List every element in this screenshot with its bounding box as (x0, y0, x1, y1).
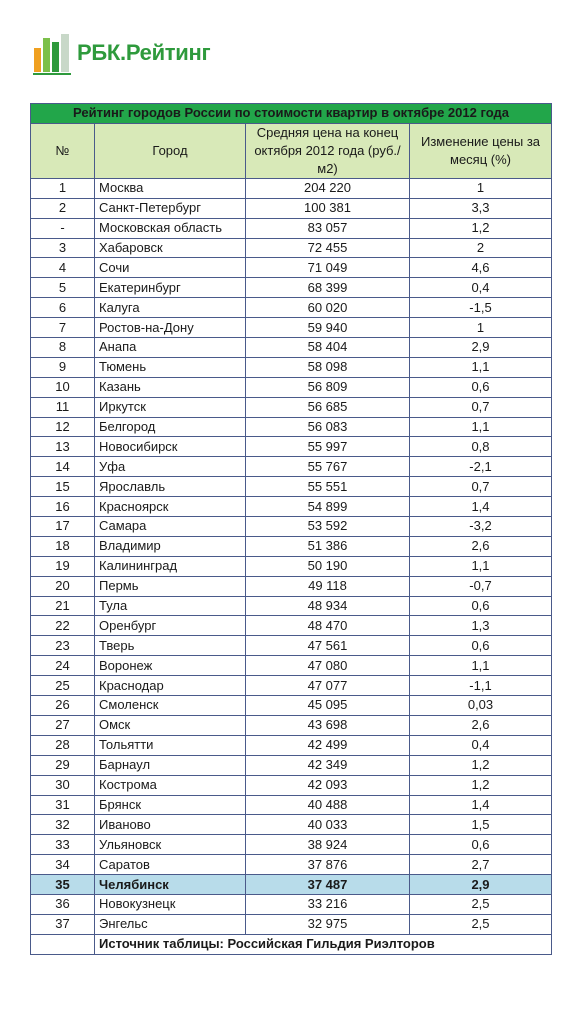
row-num: 32 (31, 815, 95, 835)
row-num: 31 (31, 795, 95, 815)
row-price: 38 924 (246, 835, 410, 855)
row-change: -0,7 (410, 576, 552, 596)
table-row (31, 775, 552, 795)
row-price: 42 093 (246, 775, 410, 795)
row-num: 19 (31, 556, 95, 576)
row-price: 55 551 (246, 477, 410, 497)
table-row (31, 596, 552, 616)
row-change: 1,4 (410, 497, 552, 517)
row-change: 1 (410, 178, 552, 198)
row-change: 0,7 (410, 397, 552, 417)
row-price: 42 349 (246, 755, 410, 775)
row-num: 14 (31, 457, 95, 477)
row-city: Омск (95, 715, 246, 735)
row-price: 50 190 (246, 556, 410, 576)
row-city: Оренбург (95, 616, 246, 636)
row-change: 1,3 (410, 616, 552, 636)
row-num: 5 (31, 278, 95, 298)
table-row (31, 676, 552, 696)
row-price: 47 077 (246, 676, 410, 696)
row-city: Московская область (95, 218, 246, 238)
row-city: Казань (95, 377, 246, 397)
row-city: Калуга (95, 298, 246, 318)
table-row (31, 696, 552, 716)
row-price: 37 876 (246, 855, 410, 875)
row-city: Уфа (95, 457, 246, 477)
row-num: 10 (31, 377, 95, 397)
table-row (31, 417, 552, 437)
row-num: 7 (31, 318, 95, 338)
row-num: 11 (31, 397, 95, 417)
row-city: Новокузнецк (95, 894, 246, 914)
row-city: Тольятти (95, 735, 246, 755)
row-num: 34 (31, 855, 95, 875)
row-price: 56 809 (246, 377, 410, 397)
table-row (31, 616, 552, 636)
row-price: 56 083 (246, 417, 410, 437)
row-num: 35 (31, 875, 95, 895)
row-num: 24 (31, 656, 95, 676)
table-row (31, 517, 552, 537)
row-num: 29 (31, 755, 95, 775)
row-num: 1 (31, 178, 95, 198)
row-num: 3 (31, 238, 95, 258)
row-change: 1,2 (410, 755, 552, 775)
logo-text: РБК.Рейтинг (77, 40, 211, 65)
row-change: 0,03 (410, 696, 552, 716)
row-num: 18 (31, 536, 95, 556)
rating-table (30, 103, 552, 955)
table-row (31, 437, 552, 457)
table-row (31, 735, 552, 755)
row-city: Иркутск (95, 397, 246, 417)
table-row (31, 914, 552, 934)
row-num: 9 (31, 357, 95, 377)
row-change: 1,4 (410, 795, 552, 815)
row-city: Хабаровск (95, 238, 246, 258)
row-change: 0,4 (410, 735, 552, 755)
row-num: 30 (31, 775, 95, 795)
row-change: 0,6 (410, 636, 552, 656)
row-change: 1,2 (410, 218, 552, 238)
row-city: Пермь (95, 576, 246, 596)
table-row (31, 457, 552, 477)
row-change: 0,6 (410, 596, 552, 616)
row-change: 3,3 (410, 198, 552, 218)
row-num: 20 (31, 576, 95, 596)
table-row (31, 715, 552, 735)
row-num: 23 (31, 636, 95, 656)
row-num: 12 (31, 417, 95, 437)
row-city: Кострома (95, 775, 246, 795)
table-row (31, 357, 552, 377)
row-city: Екатеринбург (95, 278, 246, 298)
row-city: Энгельс (95, 914, 246, 934)
row-price: 48 934 (246, 596, 410, 616)
table-row (31, 795, 552, 815)
table-title: Рейтинг городов России по стоимости квартир в октябре 2012 года (31, 104, 552, 124)
row-change: 0,6 (410, 377, 552, 397)
table-row (31, 258, 552, 278)
row-num: 16 (31, 497, 95, 517)
source-spacer (31, 934, 95, 954)
row-city: Тверь (95, 636, 246, 656)
row-num: - (31, 218, 95, 238)
row-price: 54 899 (246, 497, 410, 517)
table-row (31, 576, 552, 596)
table-row (31, 278, 552, 298)
row-change: 2,6 (410, 536, 552, 556)
row-price: 40 488 (246, 795, 410, 815)
row-city: Москва (95, 178, 246, 198)
table-row (31, 855, 552, 875)
row-city: Барнаул (95, 755, 246, 775)
row-num: 4 (31, 258, 95, 278)
row-change: 4,6 (410, 258, 552, 278)
row-change: 1,1 (410, 556, 552, 576)
row-price: 100 381 (246, 198, 410, 218)
row-num: 27 (31, 715, 95, 735)
row-num: 26 (31, 696, 95, 716)
row-price: 55 767 (246, 457, 410, 477)
row-price: 204 220 (246, 178, 410, 198)
table-body (31, 178, 552, 934)
row-city: Саратов (95, 855, 246, 875)
table-row (31, 477, 552, 497)
table-row (31, 218, 552, 238)
row-change: 1,5 (410, 815, 552, 835)
row-change: 1 (410, 318, 552, 338)
row-city: Анапа (95, 338, 246, 358)
row-price: 55 997 (246, 437, 410, 457)
row-price: 43 698 (246, 715, 410, 735)
row-price: 56 685 (246, 397, 410, 417)
row-city: Красноярск (95, 497, 246, 517)
row-price: 60 020 (246, 298, 410, 318)
table-row (31, 875, 552, 895)
table-header-row (31, 123, 552, 178)
row-change: 2,5 (410, 914, 552, 934)
table-row (31, 497, 552, 517)
table-row (31, 835, 552, 855)
table-row (31, 894, 552, 914)
row-city: Иваново (95, 815, 246, 835)
table-row (31, 318, 552, 338)
row-price: 72 455 (246, 238, 410, 258)
row-num: 21 (31, 596, 95, 616)
header-num: № (31, 123, 95, 178)
header-change: Изменение цены за месяц (%) (410, 123, 552, 178)
row-num: 36 (31, 894, 95, 914)
row-city: Ростов-на-Дону (95, 318, 246, 338)
row-num: 28 (31, 735, 95, 755)
row-price: 37 487 (246, 875, 410, 895)
table-row (31, 238, 552, 258)
row-num: 22 (31, 616, 95, 636)
row-price: 83 057 (246, 218, 410, 238)
row-price: 32 975 (246, 914, 410, 934)
row-price: 58 098 (246, 357, 410, 377)
table-row (31, 377, 552, 397)
row-num: 8 (31, 338, 95, 358)
row-num: 6 (31, 298, 95, 318)
row-city: Тюмень (95, 357, 246, 377)
row-price: 51 386 (246, 536, 410, 556)
table-title-row (31, 104, 552, 124)
row-change: -2,1 (410, 457, 552, 477)
row-city: Калининград (95, 556, 246, 576)
row-change: 2 (410, 238, 552, 258)
row-city: Самара (95, 517, 246, 537)
row-num: 25 (31, 676, 95, 696)
row-change: 1,1 (410, 417, 552, 437)
row-change: -1,5 (410, 298, 552, 318)
row-change: 2,9 (410, 338, 552, 358)
row-price: 59 940 (246, 318, 410, 338)
row-change: -3,2 (410, 517, 552, 537)
table-row (31, 338, 552, 358)
source-note: Источник таблицы: Российская Гильдия Риэлторов (95, 934, 552, 954)
row-city: Челябинск (95, 875, 246, 895)
row-city: Владимир (95, 536, 246, 556)
table-row (31, 755, 552, 775)
row-city: Тула (95, 596, 246, 616)
row-price: 33 216 (246, 894, 410, 914)
row-city: Ярославль (95, 477, 246, 497)
row-city: Смоленск (95, 696, 246, 716)
row-price: 71 049 (246, 258, 410, 278)
row-change: -1,1 (410, 676, 552, 696)
row-num: 17 (31, 517, 95, 537)
table-row (31, 198, 552, 218)
header-city: Город (95, 123, 246, 178)
table-row (31, 636, 552, 656)
row-city: Новосибирск (95, 437, 246, 457)
table-row (31, 397, 552, 417)
logo (33, 30, 210, 76)
row-num: 13 (31, 437, 95, 457)
row-price: 45 095 (246, 696, 410, 716)
row-price: 58 404 (246, 338, 410, 358)
table-row (31, 298, 552, 318)
row-num: 2 (31, 198, 95, 218)
row-change: 2,7 (410, 855, 552, 875)
row-city: Белгород (95, 417, 246, 437)
row-price: 53 592 (246, 517, 410, 537)
row-change: 0,4 (410, 278, 552, 298)
row-num: 33 (31, 835, 95, 855)
row-change: 1,1 (410, 656, 552, 676)
row-num: 15 (31, 477, 95, 497)
row-change: 0,6 (410, 835, 552, 855)
row-change: 1,1 (410, 357, 552, 377)
row-city: Воронеж (95, 656, 246, 676)
row-change: 2,9 (410, 875, 552, 895)
row-price: 42 499 (246, 735, 410, 755)
row-city: Брянск (95, 795, 246, 815)
row-city: Краснодар (95, 676, 246, 696)
row-price: 47 561 (246, 636, 410, 656)
table-row (31, 536, 552, 556)
header-price: Средняя цена на конец октября 2012 года (руб./м2) (246, 123, 410, 178)
table-row (31, 178, 552, 198)
row-city: Санкт-Петербург (95, 198, 246, 218)
row-price: 48 470 (246, 616, 410, 636)
row-change: 2,5 (410, 894, 552, 914)
row-price: 49 118 (246, 576, 410, 596)
row-change: 0,7 (410, 477, 552, 497)
row-change: 1,2 (410, 775, 552, 795)
row-change: 0,8 (410, 437, 552, 457)
row-price: 68 399 (246, 278, 410, 298)
row-price: 47 080 (246, 656, 410, 676)
bar-chart-logo-icon (33, 30, 73, 76)
row-price: 40 033 (246, 815, 410, 835)
row-num: 37 (31, 914, 95, 934)
table-row (31, 656, 552, 676)
table-row (31, 556, 552, 576)
row-city: Сочи (95, 258, 246, 278)
table-row (31, 815, 552, 835)
row-city: Ульяновск (95, 835, 246, 855)
source-row (31, 934, 552, 954)
row-change: 2,6 (410, 715, 552, 735)
